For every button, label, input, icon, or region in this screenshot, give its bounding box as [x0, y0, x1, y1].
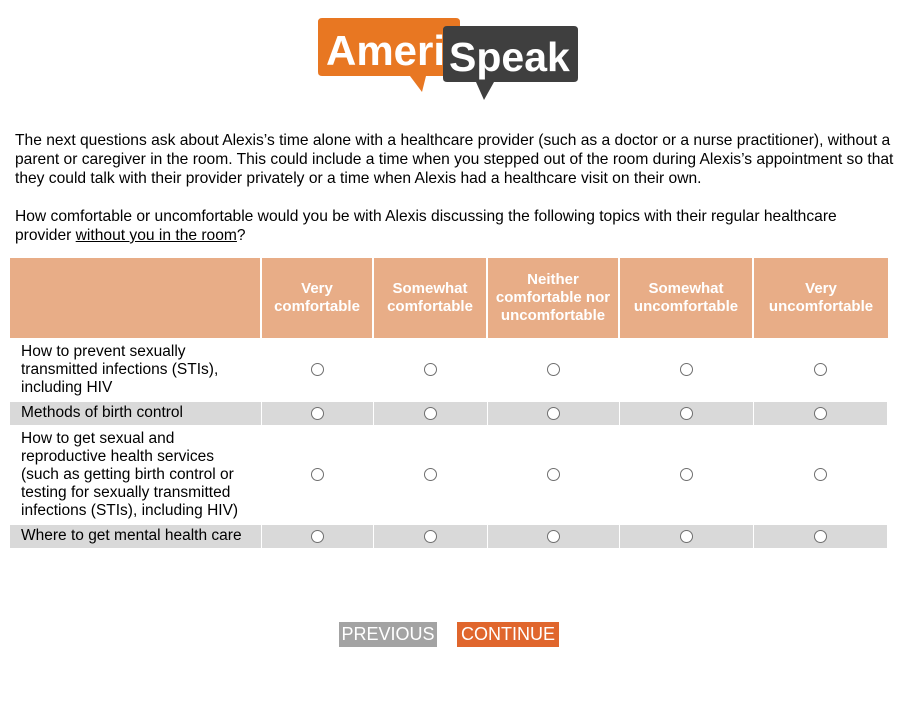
col-header-very-uncomfortable: Very uncomfortable: [754, 258, 888, 338]
question-text: [15, 207, 895, 245]
grid-header-row: [10, 258, 888, 338]
continue-button[interactable]: CONTINUE: [457, 622, 559, 647]
radio-button[interactable]: [547, 363, 560, 376]
radio-button[interactable]: [311, 363, 324, 376]
col-header-somewhat-comfortable: Somewhat comfortable: [374, 258, 488, 338]
radio-button[interactable]: [547, 530, 560, 543]
col-header-somewhat-uncomfortable: Somewhat uncomfortable: [620, 258, 754, 338]
option-cell[interactable]: [374, 400, 488, 425]
grid-row-prevent-sti: [10, 338, 888, 400]
radio-button[interactable]: [680, 468, 693, 481]
option-cell[interactable]: [754, 400, 888, 425]
intro-paragraph: The next questions ask about Alexis’s time alone with a healthcare provider (such as a doctor or a nurse practitioner), without a parent or caregiver in the room. This could include a time when you stepped out of the room during Alexis’s appointment so that they could talk with their provider privately or a time when Alexis had a healthcare visit on their own.: [15, 132, 894, 187]
radio-button[interactable]: [424, 468, 437, 481]
option-cell[interactable]: [262, 425, 374, 523]
row-label: Where to get mental health care: [10, 523, 262, 548]
grid-header-stub: [10, 258, 262, 338]
grid-row-birth-control: [10, 400, 888, 425]
radio-button[interactable]: [680, 363, 693, 376]
radio-button[interactable]: [814, 407, 827, 420]
option-cell[interactable]: [488, 523, 620, 548]
row-label: How to get sexual and reproductive health services (such as getting birth control or testing for sexually transmitted infections (STIs), including HIV): [10, 425, 262, 523]
radio-button[interactable]: [547, 468, 560, 481]
radio-button[interactable]: [424, 407, 437, 420]
radio-button[interactable]: [311, 468, 324, 481]
radio-button[interactable]: [311, 407, 324, 420]
option-cell[interactable]: [262, 400, 374, 425]
col-header-very-comfortable: Very comfortable: [262, 258, 374, 338]
option-cell[interactable]: [488, 425, 620, 523]
question-intro: [15, 131, 895, 245]
question-text-start: How comfortable or uncomfortable would you be with Alexis discussing the following topics with their regular healthcare provider: [15, 208, 837, 244]
option-cell[interactable]: [488, 400, 620, 425]
grid-row-mental-health: [10, 523, 888, 548]
radio-button[interactable]: [814, 363, 827, 376]
radio-button[interactable]: [424, 530, 437, 543]
option-cell[interactable]: [374, 523, 488, 548]
option-cell[interactable]: [620, 523, 754, 548]
row-label: Methods of birth control: [10, 400, 262, 425]
radio-button[interactable]: [680, 407, 693, 420]
question-text-underlined: without you in the room: [75, 227, 237, 244]
previous-button[interactable]: PREVIOUS: [339, 622, 437, 647]
option-cell[interactable]: [754, 523, 888, 548]
row-label: How to prevent sexually transmitted infections (STIs), including HIV: [10, 338, 262, 400]
option-cell[interactable]: [374, 338, 488, 400]
radio-button[interactable]: [547, 407, 560, 420]
grid-row-reproductive-services: [10, 425, 888, 523]
radio-button[interactable]: [814, 530, 827, 543]
option-cell[interactable]: [620, 400, 754, 425]
ameri-speak-logo: [318, 18, 580, 104]
option-cell[interactable]: [262, 338, 374, 400]
col-header-neither: Neither comfortable nor uncomfortable: [488, 258, 620, 338]
logo-text-ameri: Ameri: [326, 27, 446, 74]
option-cell[interactable]: [262, 523, 374, 548]
option-cell[interactable]: [620, 338, 754, 400]
option-cell[interactable]: [754, 338, 888, 400]
radio-button[interactable]: [814, 468, 827, 481]
radio-button[interactable]: [311, 530, 324, 543]
question-text-end: ?: [236, 227, 246, 244]
option-cell[interactable]: [374, 425, 488, 523]
option-cell[interactable]: [488, 338, 620, 400]
radio-button[interactable]: [680, 530, 693, 543]
logo-graphic: [318, 18, 580, 104]
comfort-grid: [10, 258, 888, 548]
radio-button[interactable]: [424, 363, 437, 376]
option-cell[interactable]: [754, 425, 888, 523]
logo-text-speak: Speak: [449, 34, 570, 80]
option-cell[interactable]: [620, 425, 754, 523]
